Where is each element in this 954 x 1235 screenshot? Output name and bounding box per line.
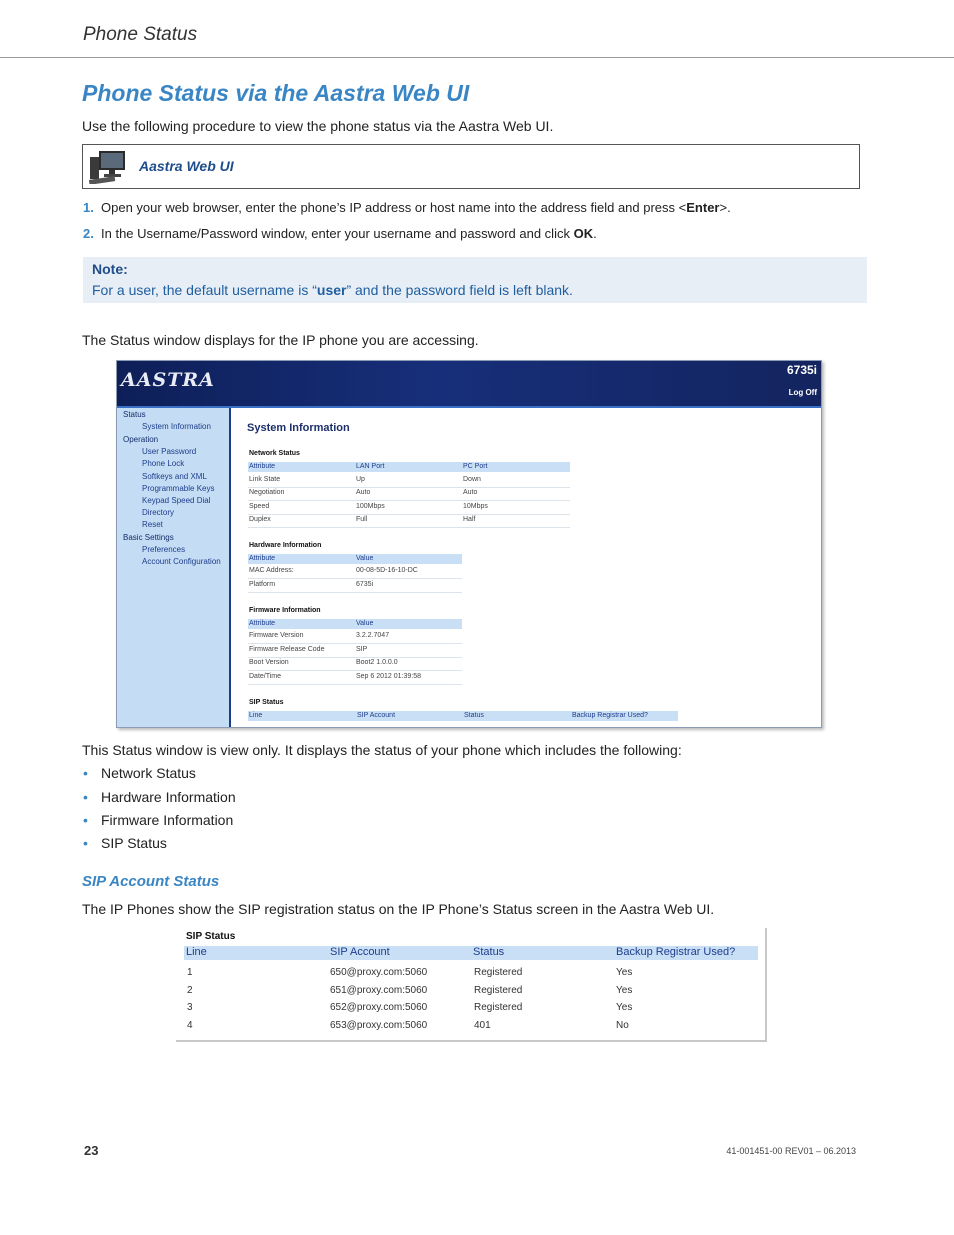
sip-cell: 1 [187, 967, 193, 978]
hardware-cell: Platform [249, 581, 276, 588]
sip-cell: 653@proxy.com:5060 [330, 1020, 428, 1031]
hardware-cell: MAC Address: [249, 567, 294, 574]
network-cell: Negotiation [249, 489, 285, 496]
sip-th-line: Line [249, 712, 263, 719]
sip-cell: Registered [474, 967, 523, 978]
bullet-item: • Network Status [83, 765, 196, 781]
system-info-title: System Information [247, 422, 350, 434]
firmware-cell: Date/Time [249, 673, 282, 680]
network-cell: Full [356, 516, 368, 523]
nav-system-information[interactable]: System Information [142, 422, 211, 431]
network-th-lan: LAN Port [356, 463, 385, 470]
network-cell: Speed [249, 503, 270, 510]
firmware-cell: Boot Version [249, 659, 289, 666]
header-rule [0, 57, 954, 58]
network-cell: Link State [249, 476, 281, 483]
hardware-table-header [248, 554, 462, 564]
network-status-title: Network Status [249, 450, 300, 457]
note-box [83, 257, 867, 303]
nav-operation[interactable]: Operation [123, 435, 159, 444]
web-ui-screenshot [116, 360, 822, 728]
hardware-cell: 6735i [356, 581, 374, 588]
document-id: 41-001451-00 REV01 – 06.2013 [726, 1146, 856, 1156]
row-divider [248, 643, 462, 644]
sip-cell: 401 [474, 1020, 491, 1031]
firmware-info-title: Firmware Information [249, 607, 321, 614]
sip-account-text: The IP Phones show the SIP registration status on the IP Phone’s Status screen in the Aastra Web UI. [82, 901, 715, 917]
sip-cell: Yes [616, 967, 633, 978]
web-ui-banner [117, 361, 821, 407]
row-divider [248, 527, 570, 528]
row-divider [248, 500, 570, 501]
status-intro: The Status window displays for the IP phone you are accessing. [82, 332, 479, 348]
computer-icon [88, 150, 128, 184]
sip-cell: 3 [187, 1002, 193, 1013]
step-1: 1. Open your web browser, enter the phone’s IP address or host name into the address field and press <Enter>. [83, 200, 731, 215]
bullet-item: • SIP Status [83, 835, 167, 851]
firmware-cell: 3.2.2.7047 [356, 632, 390, 639]
sip-cell: Yes [616, 1002, 633, 1013]
firmware-cell: Sep 6 2012 01:39:58 [356, 673, 422, 680]
sip-figure-th-account: SIP Account [330, 946, 390, 958]
row-divider [248, 657, 462, 658]
sip-cell: 2 [187, 985, 193, 996]
row-divider [248, 670, 462, 671]
firmware-cell: SIP [356, 646, 368, 653]
page-number: 23 [84, 1143, 99, 1158]
sip-figure-th-line: Line [186, 946, 207, 958]
note-title: Note: [92, 261, 128, 277]
model-label: 6735i [786, 363, 817, 377]
web-ui-callout [82, 144, 860, 189]
nav-keypad-speed-dial[interactable]: Keypad Speed Dial [142, 496, 211, 505]
sip-account-heading: SIP Account Status [82, 873, 220, 890]
bullet-item: • Firmware Information [83, 812, 234, 828]
row-divider [248, 514, 570, 515]
network-th-attribute: Attribute [249, 463, 276, 470]
hardware-th-attribute: Attribute [249, 555, 276, 562]
hardware-th-value: Value [356, 555, 374, 562]
firmware-th-attribute: Attribute [249, 620, 276, 627]
nav-user-password[interactable]: User Password [142, 447, 197, 456]
network-cell: Auto [356, 489, 371, 496]
firmware-th-value: Value [356, 620, 374, 627]
firmware-cell: Boot2 1.0.0.0 [356, 659, 398, 666]
page-title: Phone Status via the Aastra Web UI [82, 80, 470, 106]
nav-basic-settings[interactable]: Basic Settings [123, 533, 174, 542]
sip-cell: Yes [616, 985, 633, 996]
network-cell: Auto [463, 489, 478, 496]
firmware-cell: Firmware Release Code [249, 646, 325, 653]
firmware-table-header [248, 619, 462, 629]
network-cell: 10Mbps [463, 503, 488, 510]
sip-cell: Registered [474, 985, 523, 996]
row-divider [248, 578, 462, 579]
network-th-pc: PC Port [463, 463, 488, 470]
log-off-link[interactable]: Log Off [788, 388, 817, 397]
sip-cell: 652@proxy.com:5060 [330, 1002, 428, 1013]
running-head: Phone Status [83, 24, 198, 45]
network-cell: Half [463, 516, 476, 523]
network-cell: Duplex [249, 516, 271, 523]
network-cell: Down [463, 476, 481, 483]
nav-status[interactable]: Status [123, 410, 146, 419]
sip-cell: No [616, 1020, 629, 1031]
sip-status-title: SIP Status [249, 699, 284, 706]
sip-cell: 650@proxy.com:5060 [330, 967, 428, 978]
sip-cell: 651@proxy.com:5060 [330, 985, 428, 996]
web-ui-label: Aastra Web UI [139, 158, 234, 174]
aastra-logo: AASTRA [121, 369, 215, 391]
bullet-item: • Hardware Information [83, 789, 236, 805]
sip-th-status: Status [464, 712, 484, 719]
nav-phone-lock[interactable]: Phone Lock [142, 459, 185, 468]
sip-figure-title: SIP Status [186, 931, 236, 942]
sip-figure-th-status: Status [473, 946, 505, 958]
row-divider [248, 684, 462, 685]
step-2: 2. In the Username/Password window, enter your username and password and click OK. [83, 226, 597, 241]
sip-figure-th-backup: Backup Registrar Used? [616, 946, 736, 958]
sip-cell: Registered [474, 1002, 523, 1013]
network-cell: 100Mbps [356, 503, 385, 510]
sidebar-nav [117, 408, 231, 728]
sip-status-figure [176, 928, 767, 1042]
row-divider [248, 487, 570, 488]
intro-text: Use the following procedure to view the phone status via the Aastra Web UI. [82, 118, 554, 134]
nav-preferences[interactable]: Preferences [142, 545, 186, 554]
hardware-cell: 00-08-5D-16-10-DC [356, 567, 418, 574]
firmware-cell: Firmware Version [249, 632, 304, 639]
note-text: For a user, the default username is “user” and the password field is left blank. [92, 282, 573, 298]
sip-th-account: SIP Account [357, 712, 396, 719]
nav-programmable-keys[interactable]: Programmable Keys [142, 484, 215, 493]
row-divider [248, 592, 462, 593]
network-table-header [248, 462, 570, 472]
nav-softkeys-xml[interactable]: Softkeys and XML [142, 472, 207, 481]
sip-cell: 4 [187, 1020, 193, 1031]
nav-reset[interactable]: Reset [142, 520, 163, 529]
sip-th-backup: Backup Registrar Used? [572, 712, 648, 719]
network-cell: Up [356, 476, 365, 483]
nav-account-configuration[interactable]: Account Configuration [142, 557, 221, 566]
view-only-text: This Status window is view only. It displays the status of your phone which includes the following: [82, 742, 682, 758]
nav-directory[interactable]: Directory [142, 508, 175, 517]
hardware-info-title: Hardware Information [249, 542, 322, 549]
